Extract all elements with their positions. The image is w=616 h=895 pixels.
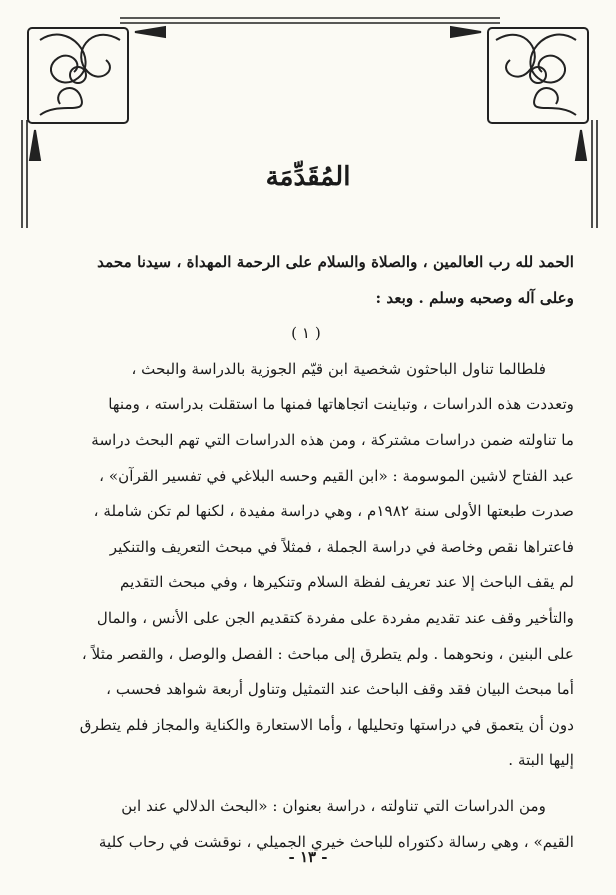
text-line: فلطالما تناول الباحثون شخصية ابن قيّم الجوزية بالدراسة والبحث ،: [131, 359, 546, 378]
text-line: الحمد لله رب العالمين ، والصلاة والسلام على الرحمة المهداة ، سيدنا محمد: [97, 253, 574, 271]
text-line: فاعتراها نقص وخاصة في دراسة الجملة ، فمثلاً في مبحث التعريف والتنكير: [109, 537, 574, 556]
text-line: لم يقف الباحث إلا عند تعريف لفظة السلام وتنكيرها ، وفي مبحث التقديم: [120, 573, 574, 592]
text-line: وعلى آله وصحبه وسلم . وبعد :: [375, 288, 574, 307]
text-line: ( ١ ): [291, 324, 321, 343]
text-line: إليها البتة .: [508, 751, 574, 770]
body-text: [38, 245, 574, 860]
text-line: وتعددت هذه الدراسات ، وتباينت اتجاهاتها فمنها ما استقلت بدراسته ، ومنها: [108, 395, 574, 414]
text-line: على البنين ، ونحوهما . ولم يتطرق إلى مباحث : الفصل والوصل ، والقصر مثلاً ،: [81, 644, 574, 663]
text-line: صدرت طبعتها الأولى سنة ١٩٨٢م ، وهي دراسة مفيدة ، لكنها لم تكن شاملة ،: [93, 502, 574, 521]
corner-ornament-left: [28, 27, 165, 160]
paragraph-gap: [38, 779, 574, 789]
text-line: دون أن يتعمق في دراستها وتحليلها ، وأما الاستعارة والكناية والمجاز فلم يتطرق: [79, 715, 574, 734]
text-line: عبد الفتاح لاشين الموسومة : «ابن القيم وحسه البلاغي في تفسير القرآن» ،: [99, 466, 574, 485]
page-title: المُقَدِّمَة: [265, 162, 351, 192]
text-line: القيم» ، وهي رسالة دكتوراه للباحث خيري الجميلي ، نوقشت في رحاب كلية: [98, 832, 574, 851]
text-line: والتأخير وقف عند تقديم مفردة على مفردة كتقديم الجن على الأنس ، والمال: [96, 608, 574, 627]
text-line: ومن الدراسات التي تناولته ، دراسة بعنوان : «البحث الدلالي عند ابن: [121, 796, 546, 815]
text-line: أما مبحث البيان فقد وقف الباحث عند التمثيل وتناول أربعة شواهد فحسب ،: [106, 680, 574, 699]
ornamental-frame: [0, 0, 616, 240]
text-line: ما تناولته ضمن دراسات مشتركة ، ومن هذه الدراسات التي تهم البحث دراسة: [91, 430, 574, 449]
page-number: - ١٣ -: [288, 848, 328, 866]
corner-ornament-right: [451, 27, 588, 160]
